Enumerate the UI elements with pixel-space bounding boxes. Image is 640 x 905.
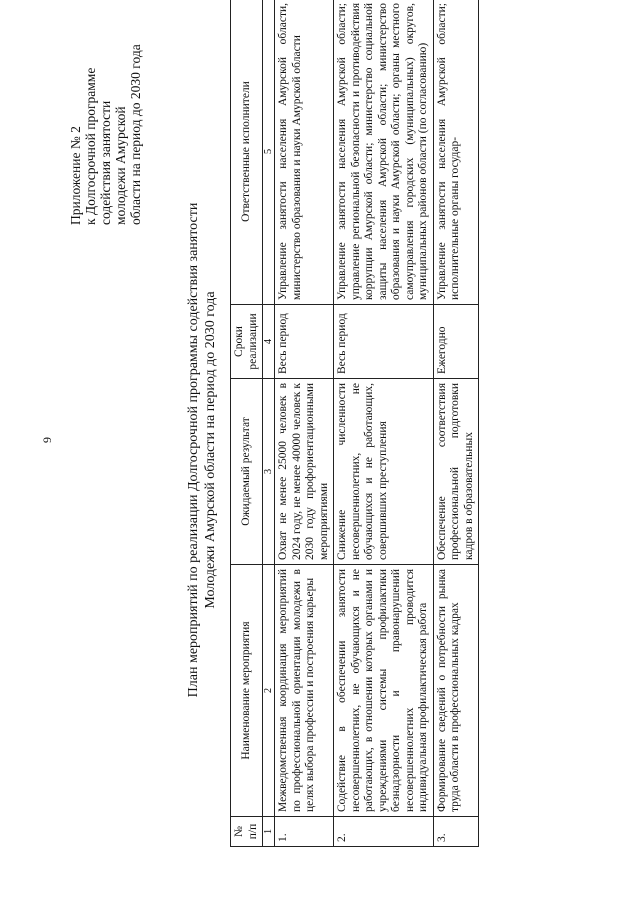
column-number: 5	[263, 0, 275, 305]
column-number: 4	[263, 305, 275, 379]
header-responsible: Ответственные исполнители	[231, 0, 263, 305]
expected-result: Обеспечение соответствия профессиональной подготовки кадров в образовательных	[433, 379, 479, 565]
column-number-row	[263, 0, 275, 847]
column-number: 2	[263, 565, 275, 817]
row-number: 1.	[275, 817, 334, 847]
table-row	[334, 0, 434, 847]
column-number: 3	[263, 379, 275, 565]
activity-name: Содействие в обеспечении занятости несовершеннолетних, не обучающихся и не работающих, в отношении которых органами и учреждениями системы профилактики безнадзорности и правонарушений несовершеннолетних проводится индивидуальная профилактическая работа	[334, 565, 434, 817]
header-result: Ожидаемый результат	[231, 379, 263, 565]
header-name: Наименование мероприятия	[231, 565, 263, 817]
responsible-executors: Управление занятости населения Амурской области; исполнительные органы государ-	[433, 0, 479, 305]
header-num: № п/п	[231, 817, 263, 847]
implementation-period: Весь период	[334, 305, 434, 379]
table-row	[275, 0, 334, 847]
column-number: 1	[263, 817, 275, 847]
plan-title-line: Молодежи Амурской области на период до 2030 года	[203, 291, 218, 609]
row-number: 3.	[433, 817, 479, 847]
page-number: 9	[40, 437, 54, 443]
plan-table	[230, 0, 479, 847]
implementation-period: Весь период	[275, 305, 334, 379]
activity-name: Формирование сведений о потребности рынка труда области в профессиональных кадрах	[433, 565, 479, 817]
implementation-period: Ежегодно	[433, 305, 479, 379]
appendix-line: содействия занятости	[98, 100, 113, 225]
expected-result: Снижение численности несовершеннолетних, не обучающихся и не работающих, совершивших преступления	[334, 379, 434, 565]
appendix-line: Приложение № 2	[68, 126, 83, 225]
plan-title	[185, 135, 219, 765]
row-number: 2.	[334, 817, 434, 847]
appendix-line: молодежи Амурской	[113, 106, 128, 225]
table-header-row	[231, 0, 263, 847]
header-period: Сроки реализации	[231, 305, 263, 379]
appendix-header	[68, 5, 143, 225]
responsible-executors: Управление занятости населения Амурской области; управление региональной безопасности и противодействия коррупции Амурской области; министерство социальной защиты населения Амурской области; министерство образования и науки Амурской области; органы местного самоуправления городских (муниципальных) округов, муниципальных районов области (по согласованию)	[334, 0, 434, 305]
appendix-line: к Долгосрочной программе	[83, 67, 98, 225]
expected-result: Охват не менее 25000 человек в 2024 году, не менее 40000 человек к 2030 году профориентационными мероприятиями	[275, 379, 334, 565]
plan-title-line: План мероприятий по реализации Долгосрочной программы содействия занятости	[186, 202, 201, 698]
responsible-executors: Управление занятости населения Амурской области, министерство образования и науки Амурской области	[275, 0, 334, 305]
activity-name: Межведомственная координация мероприятий по профессиональной ориентации молодежи в целях выбора профессии и построения карьеры	[275, 565, 334, 817]
table-row	[433, 0, 479, 847]
appendix-line: области на период до 2030 года	[128, 44, 143, 225]
